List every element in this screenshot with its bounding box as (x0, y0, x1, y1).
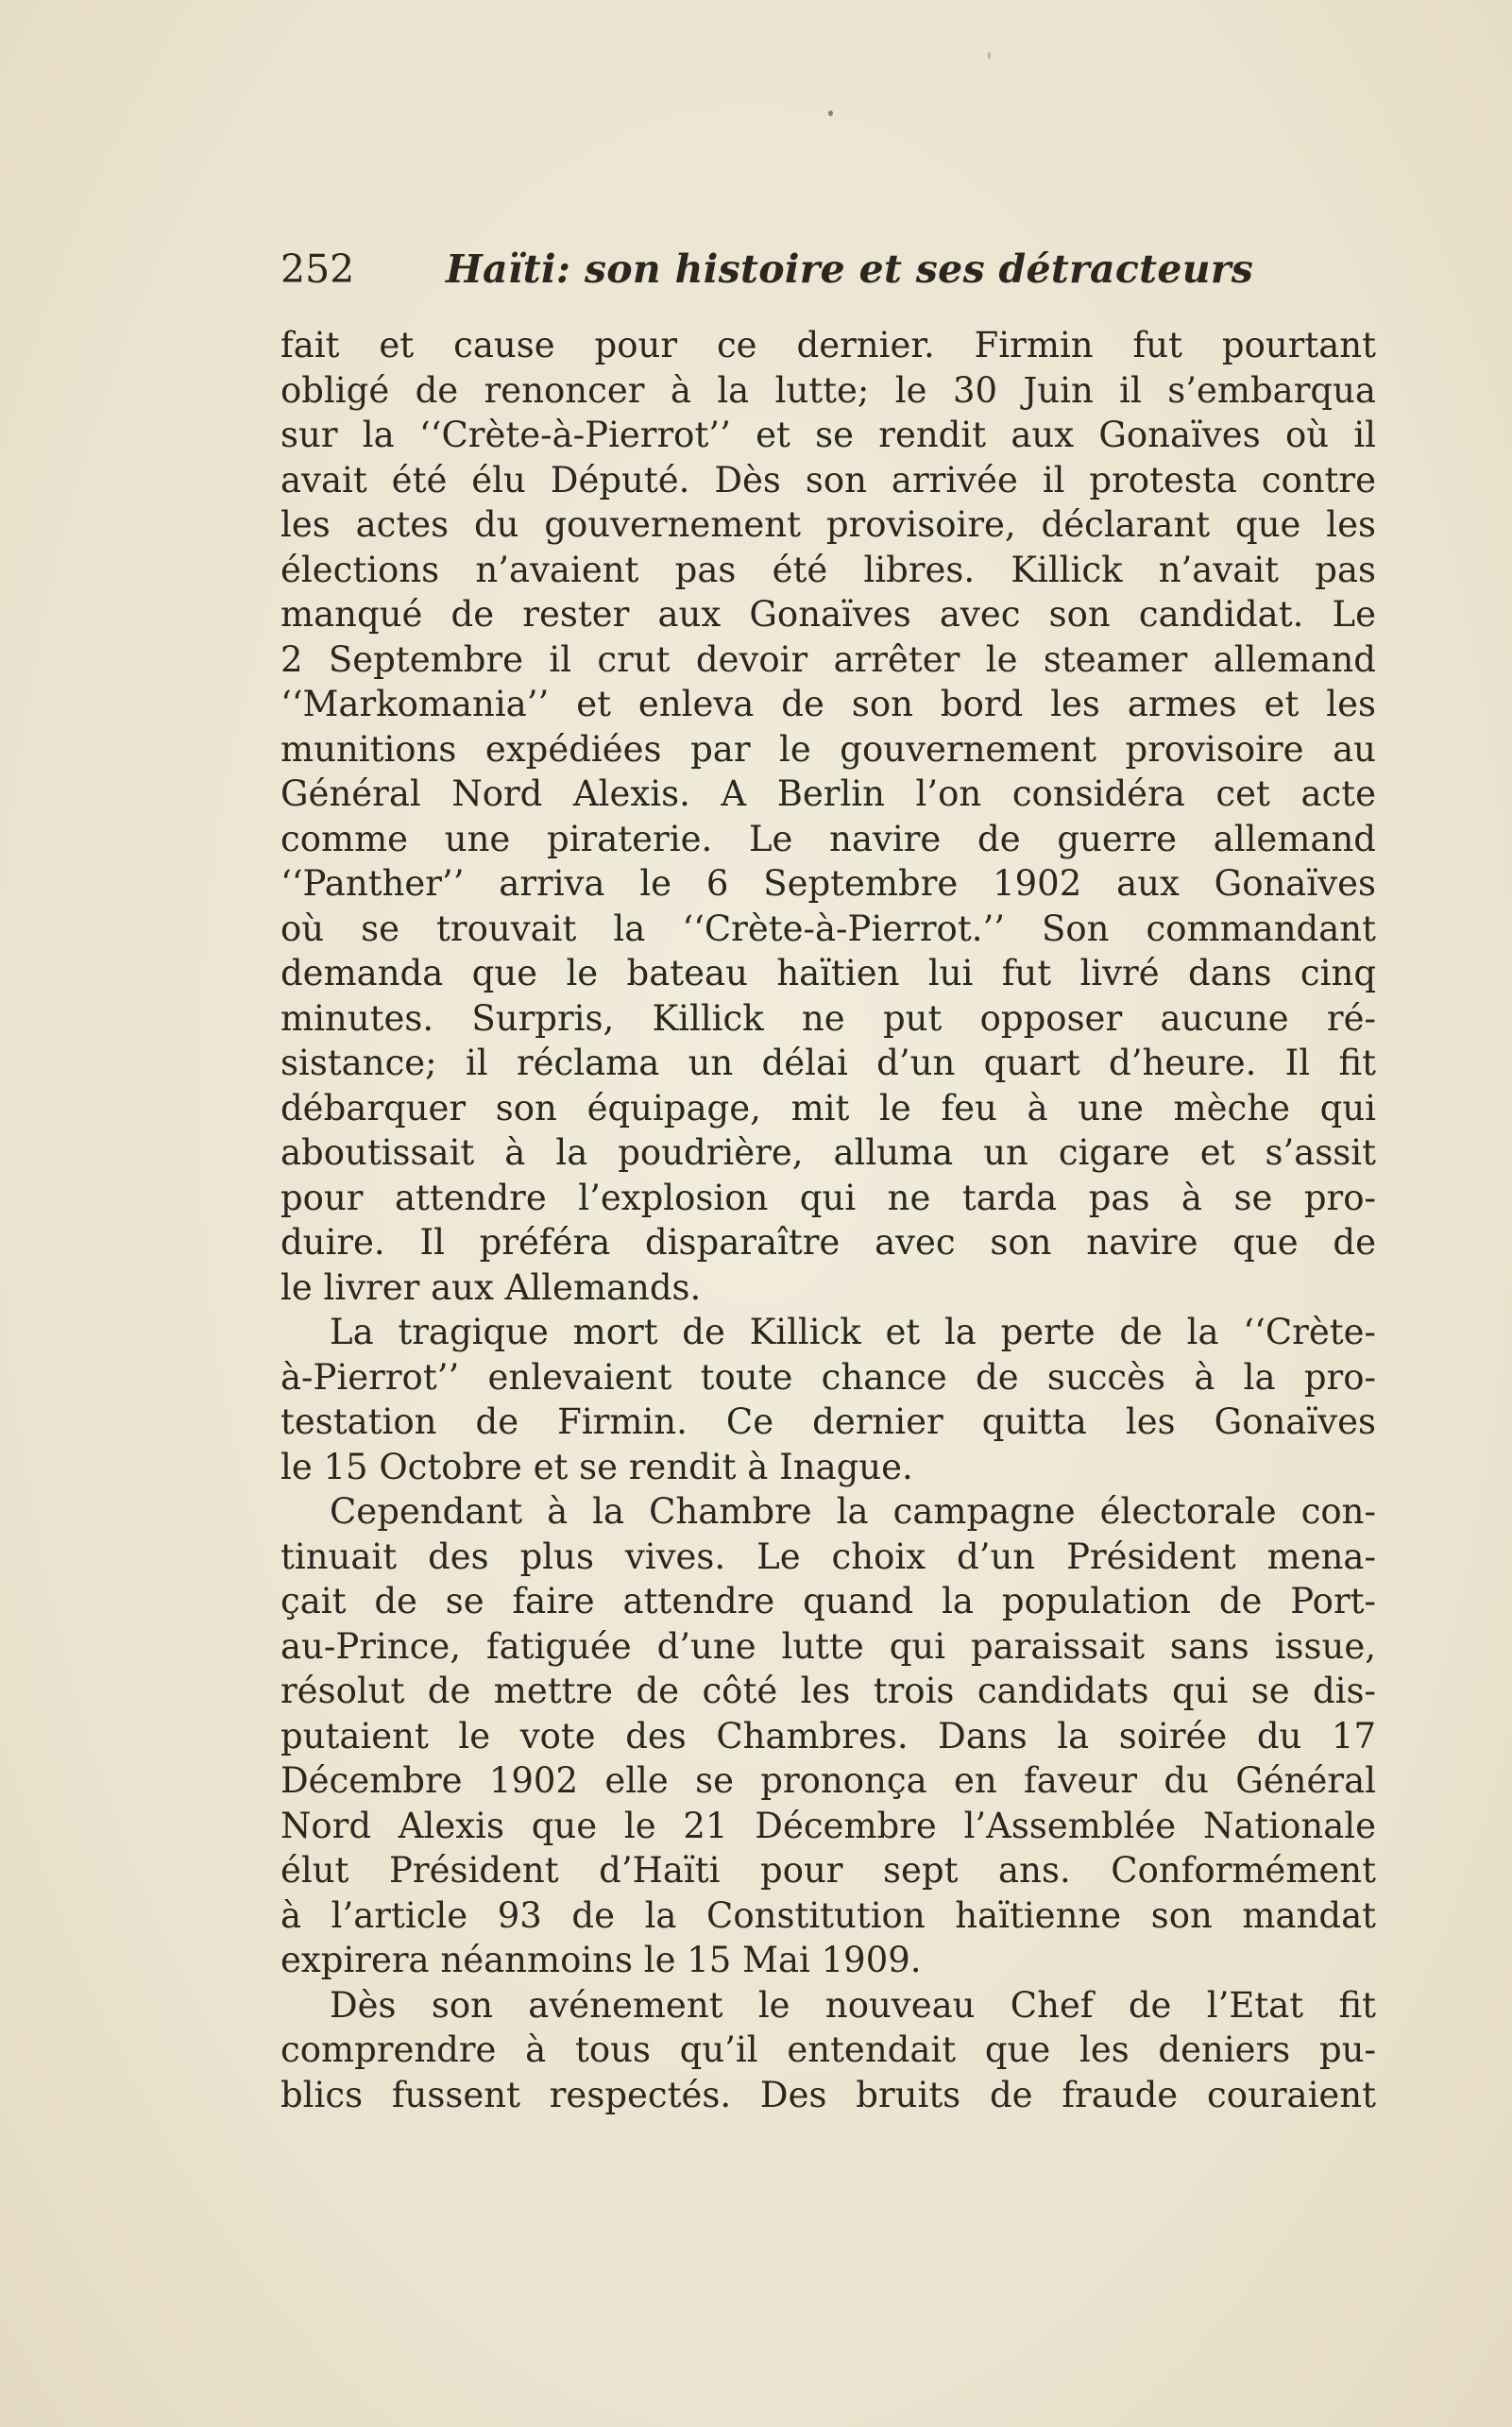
text-line: ‘‘Panther’’ arriva le 6 Septembre 1902 aux Gonaïves (280, 863, 1376, 904)
running-title: Haïti: son histoire et ses détracteurs (446, 246, 1254, 292)
text-line: aboutissait à la poudrière, alluma un cigare et s’assit (280, 1132, 1376, 1173)
text-line: les actes du gouvernement provisoire, déclarant que les (280, 504, 1376, 545)
text-line: 2 Septembre il crut devoir arrêter le steamer allemand (280, 638, 1376, 680)
text-line: débarquer son équipage, mit le feu à une mèche qui (280, 1087, 1376, 1129)
text-line: pour attendre l’explosion qui ne tarda pas à se pro- (280, 1177, 1376, 1218)
paragraph-end-line: le livrer aux Allemands. (280, 1266, 702, 1308)
paper-speck (828, 110, 833, 116)
text-line: élections n’avaient pas été libres. Killick n’avait pas (280, 549, 1376, 590)
paragraph-end-line: le 15 Octobre et se rendit à Inague. (280, 1446, 913, 1487)
paragraph-start-line: Dès son avénement le nouveau Chef de l’Etat fit (330, 1984, 1376, 2026)
text-line: duire. Il préféra disparaître avec son navire que de (280, 1222, 1376, 1263)
text-line: testation de Firmin. Ce dernier quitta les Gonaïves (280, 1401, 1376, 1442)
text-line: Général Nord Alexis. A Berlin l’on considéra cet acte (280, 773, 1376, 814)
paragraph-start-line: Cependant à la Chambre la campagne électorale con- (330, 1491, 1376, 1532)
text-line: avait été élu Député. Dès son arrivée il protesta contre (280, 459, 1376, 501)
text-line: comprendre à tous qu’il entendait que les deniers pu- (280, 2029, 1376, 2070)
text-line: tinuait des plus vives. Le choix d’un Président mena- (280, 1536, 1376, 1577)
text-line: blics fussent respectés. Des bruits de fraude couraient (280, 2074, 1376, 2115)
text-line: sur la ‘‘Crète-à-Pierrot’’ et se rendit aux Gonaïves où il (280, 415, 1376, 455)
text-line: manqué de rester aux Gonaïves avec son candidat. Le (280, 594, 1376, 635)
text-line: putaient le vote des Chambres. Dans la soirée du 17 (280, 1715, 1376, 1757)
text-line: demanda que le bateau haïtien lui fut livré dans cinq (280, 953, 1376, 993)
page-number: 252 (280, 246, 355, 292)
running-header (280, 241, 1376, 297)
text-line: Nord Alexis que le 21 Décembre l’Assemblée Nationale (280, 1805, 1376, 1846)
text-line: sistance; il réclama un délai d’un quart d’heure. Il fit (280, 1043, 1376, 1083)
paper-speck (988, 52, 991, 59)
text-line: fait et cause pour ce dernier. Firmin fut pourtant (280, 325, 1376, 365)
text-line: à-Pierrot’’ enlevaient toute chance de succès à la pro- (280, 1356, 1376, 1398)
text-line: élut Président d’Haïti pour sept ans. Conformément (280, 1850, 1376, 1891)
paragraph-end-line: expirera néanmoins le 15 Mai 1909. (280, 1940, 922, 1980)
paragraph-start-line: La tragique mort de Killick et la perte de la ‘‘Crète- (330, 1312, 1376, 1352)
text-line: çait de se faire attendre quand la population de Port- (280, 1581, 1376, 1621)
text-line: obligé de renoncer à la lutte; le 30 Juin il s’embarqua (280, 369, 1376, 411)
text-line: comme une piraterie. Le navire de guerre allemand (280, 818, 1376, 859)
text-line: à l’article 93 de la Constitution haïtienne son mandat (280, 1894, 1376, 1936)
text-line: au-Prince, fatiguée d’une lutte qui paraissait sans issue, (280, 1625, 1376, 1667)
text-line: ‘‘Markomania’’ et enleva de son bord les armes et les (280, 684, 1376, 724)
text-line: résolut de mettre de côté les trois candidats qui se dis- (280, 1671, 1376, 1711)
text-line: munitions expédiées par le gouvernement provisoire au (280, 728, 1376, 770)
text-line: où se trouvait la ‘‘Crète-à-Pierrot.’’ Son commandant (280, 908, 1376, 949)
text-line: minutes. Surpris, Killick ne put opposer aucune ré- (280, 997, 1376, 1039)
body-text (280, 323, 1376, 2117)
text-line: Décembre 1902 elle se prononça en faveur du Général (280, 1760, 1376, 1801)
